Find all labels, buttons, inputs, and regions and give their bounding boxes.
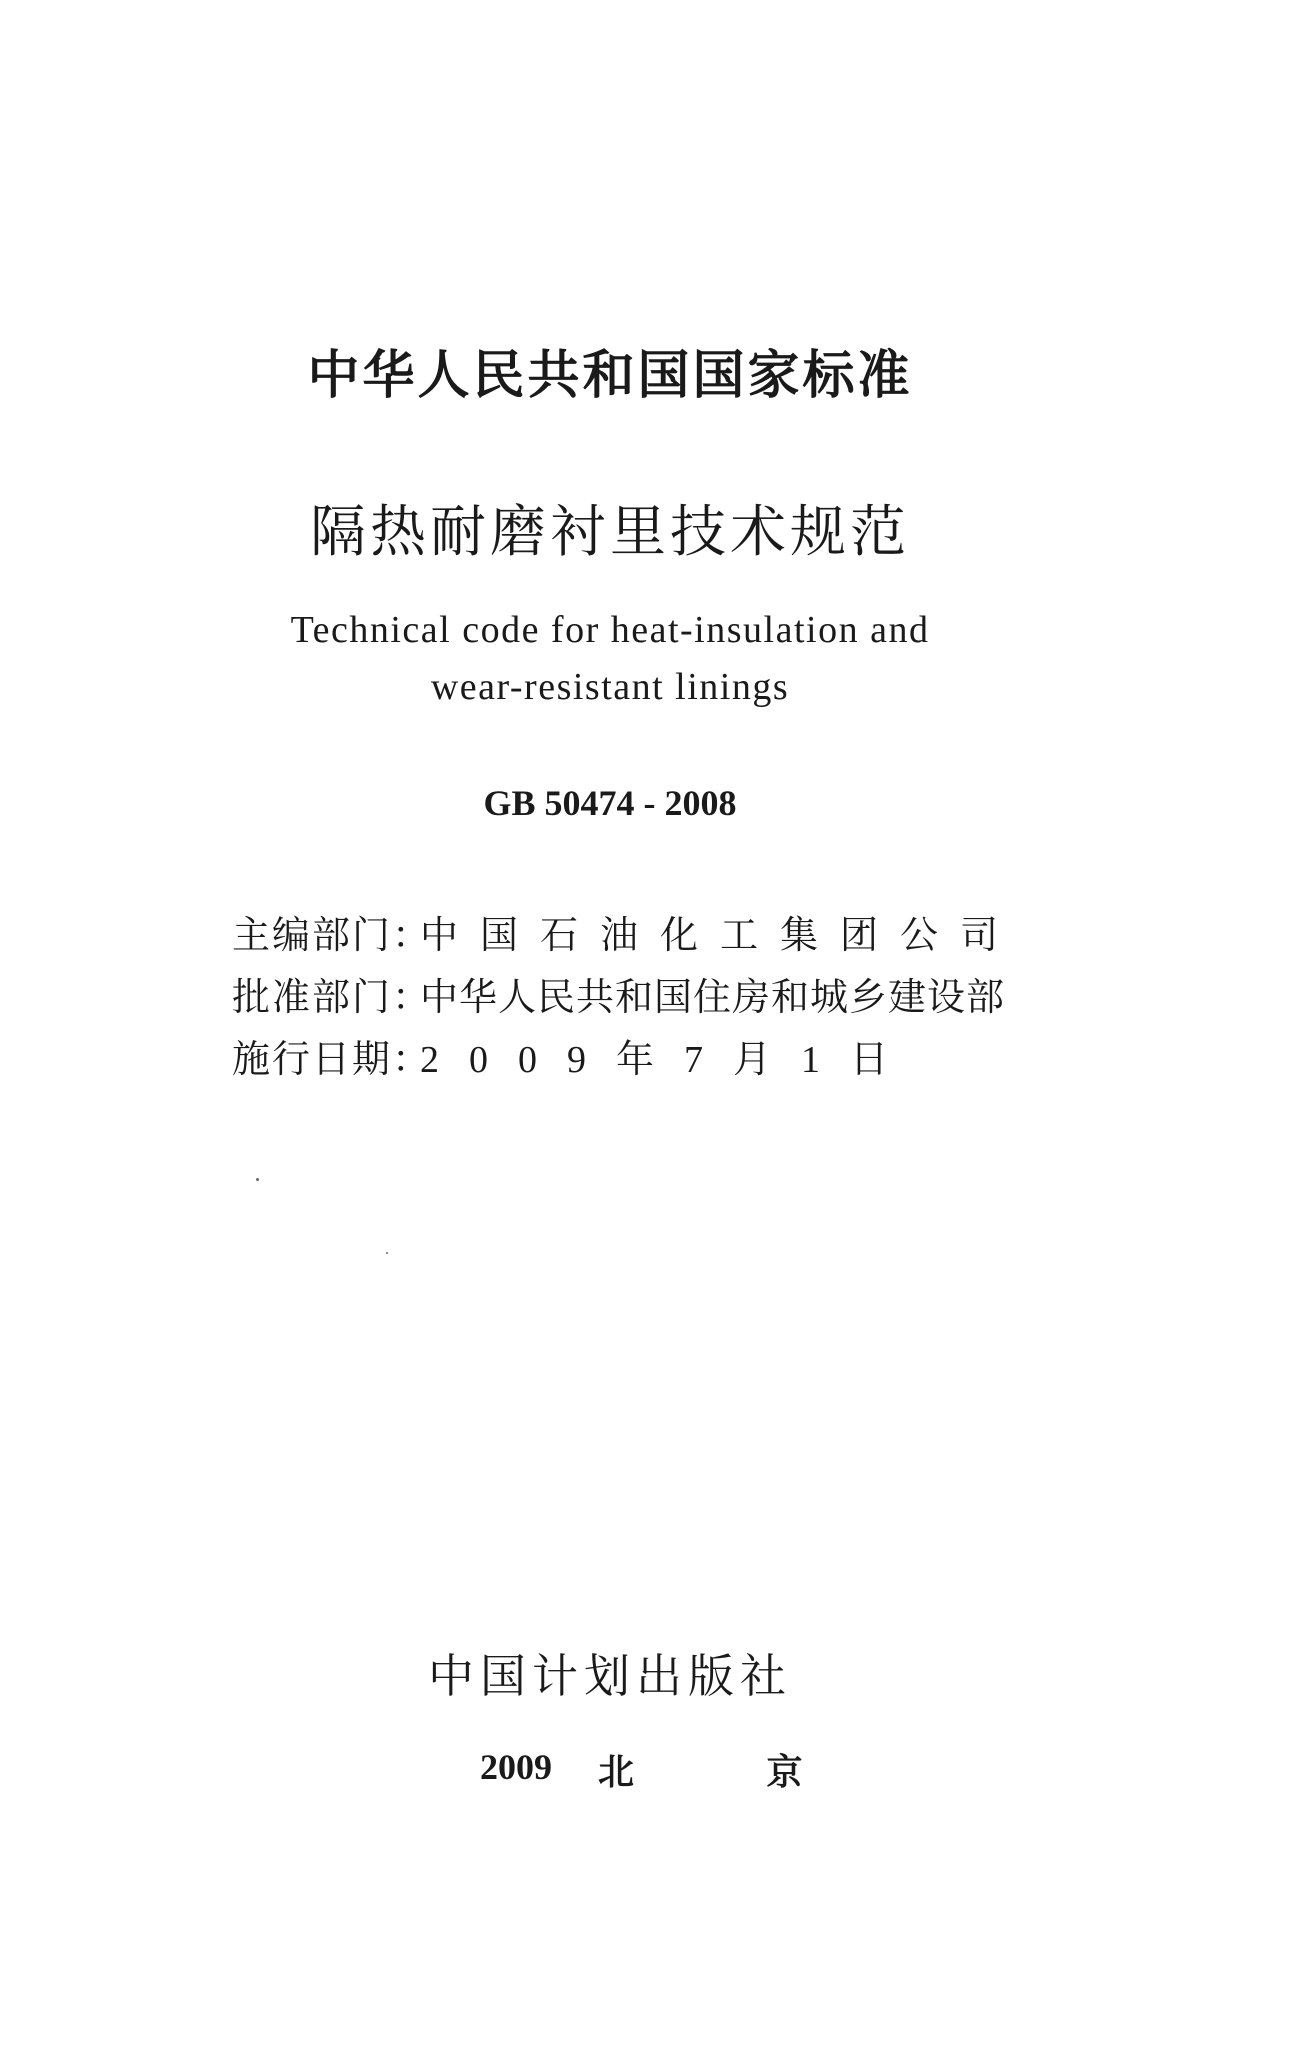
national-standard-header: 中华人民共和国国家标准 bbox=[307, 346, 913, 406]
meta-row-approver bbox=[232, 966, 1012, 1022]
title-chinese: 隔热耐磨衬里技术规范 bbox=[310, 500, 910, 565]
meta-label-approver: 批准部门： bbox=[232, 975, 433, 1019]
meta-value-approver: 中华人民共和国住房和城乡建设部 bbox=[420, 975, 1006, 1019]
meta-row-effective-date bbox=[232, 1028, 1012, 1084]
scan-speck bbox=[256, 1178, 259, 1181]
meta-row-editor bbox=[232, 904, 1021, 960]
publication-year: 2009 bbox=[480, 1747, 552, 1787]
meta-label-effective-date: 施行日期： bbox=[232, 1037, 433, 1081]
meta-value-effective-date: 2009年7月1日 bbox=[420, 1039, 919, 1081]
meta-value-editor: 中国石油化工集团公司 bbox=[420, 913, 1021, 957]
title-english-line2: wear-resistant linings bbox=[430, 666, 790, 708]
scan-speck bbox=[386, 1252, 388, 1254]
title-english-line1: Technical code for heat-insulation and bbox=[290, 609, 930, 651]
standard-code: GB 50474 - 2008 bbox=[483, 783, 737, 823]
publisher-name: 中国计划出版社 bbox=[428, 1649, 792, 1703]
meta-label-editor: 主编部门： bbox=[232, 913, 433, 957]
publication-city: 北 京 bbox=[598, 1752, 863, 1793]
